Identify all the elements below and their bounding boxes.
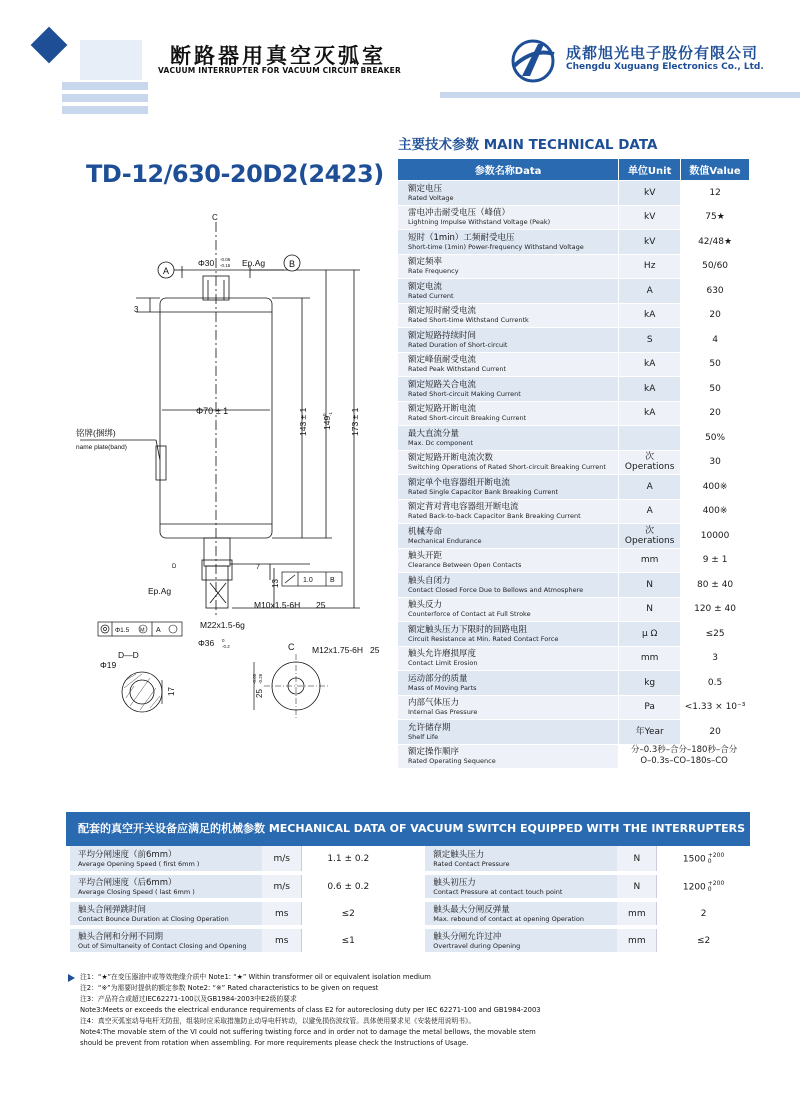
tech-row — [398, 475, 750, 500]
section-dd-label: D—D — [118, 650, 139, 660]
note-line: 注1：“★”在变压器油中或等效绝缘介质中 Note1: “★” Within transformer oil or equivalent isolation medium — [80, 973, 431, 981]
thread-m10-depth: 25 — [316, 600, 326, 610]
tech-unit — [619, 524, 681, 549]
mech-value-main: 2 — [700, 908, 707, 919]
mech-param-cn: 触头初压力 — [433, 877, 476, 888]
tech-row — [398, 401, 750, 426]
tech-unit-main: Pa — [644, 702, 655, 713]
tech-unit-main: mm — [640, 555, 659, 566]
tech-param-cn: 最大直流分量 — [408, 428, 460, 439]
tech-param-cn: 允许储存期 — [408, 722, 451, 733]
position-ref-a: A — [156, 627, 161, 634]
thread-m12: M12x1.75-6H — [312, 645, 364, 655]
tech-param-en: Rated Current — [408, 291, 454, 300]
tech-row — [398, 450, 750, 475]
tech-param-cn: 额定电压 — [408, 183, 443, 194]
technical-drawing — [70, 208, 390, 728]
tech-param — [398, 426, 619, 451]
tech-value: 120 ± 40 — [681, 597, 750, 622]
tech-param — [398, 573, 619, 598]
tech-param-en: Mechanical Endurance — [408, 536, 482, 545]
header-decoration — [62, 36, 148, 116]
tech-unit-main: N — [646, 604, 654, 615]
tech-param-en: Contact Limit Erosion — [408, 659, 478, 668]
mech-param-en: Out of Simultaneity of Contact Closing and Opening — [78, 941, 247, 950]
tech-param — [398, 622, 619, 647]
tech-row — [398, 181, 750, 206]
mech-param-en: Contact Pressure at contact touch point — [433, 887, 563, 896]
tech-param-cn: 额定电流 — [408, 281, 443, 292]
tech-param-cn: 额定单个电容器组开断电流 — [408, 477, 511, 488]
dim-25-tol-up: -0.05 — [252, 673, 257, 684]
ep-ag-top: Ep.Ag — [242, 258, 266, 268]
tech-row — [398, 622, 750, 647]
tech-header-unit: 单位Unit — [619, 159, 681, 181]
mech-value-tolerance — [708, 881, 724, 893]
tech-header-value: 数值Value — [681, 159, 750, 181]
tech-row — [398, 328, 750, 353]
page-title-en: VACUUM INTERRUPTER FOR VACUUM CIRCUIT BREAKER — [158, 66, 401, 75]
nameplate-label-en: name plate(band) — [76, 444, 127, 451]
thread-m10: M10x1.5-6H — [254, 600, 301, 610]
tech-value: 80 ± 40 — [681, 573, 750, 598]
tech-value: 400※ — [681, 475, 750, 500]
tech-unit — [619, 475, 681, 500]
mech-gap — [395, 873, 426, 900]
tech-param — [398, 181, 619, 206]
section-d-label: D — [172, 564, 177, 570]
thread-m12-depth: 25 — [370, 645, 380, 655]
mech-data-table — [70, 846, 750, 956]
tech-unit — [619, 622, 681, 647]
mech-tol-up: +200 — [707, 851, 725, 859]
mech-value-main: 1200 — [682, 882, 706, 892]
tech-header-data: 参数名称Data — [398, 159, 619, 181]
mech-unit-left: ms — [262, 927, 301, 954]
dim-25-tol-dn: -0.26 — [258, 673, 263, 684]
tech-param-en: Internal Gas Pressure — [408, 708, 478, 717]
dim-149-tol-up: 0 — [322, 413, 327, 416]
tech-row — [398, 254, 750, 279]
mech-unit-right: N — [617, 846, 656, 873]
tech-value: 4 — [681, 328, 750, 353]
tech-unit-main: N — [646, 579, 654, 590]
dim-phi36-tol-dn: -0.2 — [222, 644, 230, 649]
tech-param — [398, 377, 619, 402]
mech-param-en: Contact Bounce Duration at Closing Operation — [78, 914, 229, 923]
tech-row — [398, 671, 750, 696]
tech-value: 0.5 — [681, 671, 750, 696]
tech-value: 20 — [681, 401, 750, 426]
tech-param-en: Rated Voltage — [408, 193, 454, 202]
tech-unit — [619, 573, 681, 598]
note-line: Note4:The movable stem of the VI could not suffering twisting force and in order not to damage the metal bellows, the movable stem — [80, 1028, 536, 1036]
tech-param — [398, 720, 619, 745]
tech-value: 75★ — [681, 205, 750, 230]
tech-value: <1.33 × 10⁻³ — [681, 695, 750, 720]
mech-value-right — [657, 927, 750, 954]
tech-value: 400※ — [681, 499, 750, 524]
tech-row — [398, 597, 750, 622]
tech-param — [398, 328, 619, 353]
mech-value-main: 1500 — [682, 854, 706, 864]
mech-param-right — [425, 873, 617, 900]
mech-param-cn: 触头合闸和分闸不同期 — [78, 931, 164, 942]
mech-unit-right: N — [617, 873, 656, 900]
tech-param — [398, 475, 619, 500]
mech-param-en: Rated Contact Pressure — [433, 859, 510, 868]
tech-param-en: Rated Single Capacitor Bank Breaking Current — [408, 487, 559, 496]
nameplate-band — [156, 446, 166, 480]
mech-param-cn: 触头分闸允许过冲 — [433, 931, 502, 942]
tech-value: 20 — [681, 720, 750, 745]
tech-unit — [619, 279, 681, 304]
mech-param-en: Overtravel during Opening — [433, 941, 521, 950]
tech-param-en: Shelf Life — [408, 732, 439, 741]
tech-param-en: Rated Back-to-back Capacitor Bank Breaking Current — [408, 512, 581, 521]
tech-param-cn: 额定短路关合电流 — [408, 379, 477, 390]
tech-unit-main: 次 — [645, 452, 655, 463]
tech-unit — [619, 205, 681, 230]
tech-row — [398, 426, 750, 451]
flatness-value: 1.0 — [303, 577, 313, 584]
dim-17: 17 — [167, 687, 176, 696]
position-ref-m: M — [140, 627, 145, 634]
tech-row — [398, 230, 750, 255]
mech-value-right — [657, 900, 750, 927]
tech-param-cn: 额定频率 — [408, 257, 443, 268]
tech-value: 50/60 — [681, 254, 750, 279]
nameplate-label-cn: 铭牌(捆绑) — [76, 428, 116, 438]
tech-param-cn: 额定背对背电容器组开断电流 — [408, 502, 519, 513]
tech-value: 12 — [681, 181, 750, 206]
tech-param-en: Rated Short-time Withstand Currentk — [408, 316, 529, 325]
tech-row — [398, 205, 750, 230]
mech-data-title: 配套的真空开关设备应满足的机械参数 MECHANICAL DATA OF VACUUM SWITCH EQUIPPED WITH THE INTERRUPTERS — [66, 812, 750, 846]
mech-param-en: Average Opening Speed ( first 6mm ) — [78, 859, 200, 868]
tech-param-en: Circuit Resistance at Min. Rated Contact Force — [408, 634, 559, 643]
tech-row — [398, 573, 750, 598]
tech-param — [398, 230, 619, 255]
tech-unit-main: mm — [640, 653, 659, 664]
flatness-ref: B — [330, 577, 335, 584]
tech-unit — [619, 254, 681, 279]
mech-gap — [395, 927, 426, 954]
mech-value-left: 1.1 ± 0.2 — [302, 846, 395, 873]
tech-param-cn: 额定短时耐受电流 — [408, 306, 477, 317]
dim-phi36: Φ36 — [198, 638, 215, 648]
mech-param-left — [70, 873, 262, 900]
sequence-en: O–0.3s–CO–180s–CO — [640, 756, 728, 767]
tech-param-en: Mass of Moving Parts — [408, 683, 477, 692]
mech-gap — [395, 900, 426, 927]
mech-row — [70, 927, 750, 954]
mech-value-left: ≤1 — [302, 927, 395, 954]
tech-param-en: Max. Dc component — [408, 438, 473, 447]
tech-param-cn: 触头反力 — [408, 600, 443, 611]
tech-unit-main: A — [646, 285, 653, 296]
bottom-guide — [204, 538, 230, 566]
dim-phi30: Φ30 — [198, 258, 215, 268]
mech-value-left: ≤2 — [302, 900, 395, 927]
datum-a-label: A — [163, 266, 170, 276]
tech-value: 10000 — [681, 524, 750, 549]
tech-unit — [619, 450, 681, 475]
tech-param — [398, 597, 619, 622]
tech-unit-sub: Operations — [624, 462, 675, 473]
mech-param-cn: 触头最大分闸反弹量 — [433, 904, 510, 915]
tech-param-cn: 内部气体压力 — [408, 698, 460, 709]
model-number: TD-12/630-20D2(2423) — [86, 160, 384, 188]
dim-143: 143 ± 1 — [298, 407, 308, 436]
tech-row — [398, 720, 750, 745]
tech-unit — [619, 401, 681, 426]
tech-unit-main: kV — [643, 187, 656, 198]
tech-unit — [619, 646, 681, 671]
tech-param-en: Rated Short-circuit Making Current — [408, 389, 521, 398]
tech-unit — [619, 303, 681, 328]
dim-phi70: Φ70 ± 1 — [196, 406, 229, 416]
tech-param-cn: 额定峰值耐受电流 — [408, 355, 477, 366]
tech-unit — [619, 695, 681, 720]
tech-row-sequence — [398, 744, 750, 769]
tech-value: 50 — [681, 377, 750, 402]
mech-param-right — [425, 846, 617, 873]
mech-param-left — [70, 846, 262, 873]
tech-unit — [619, 352, 681, 377]
tech-value: ≤25 — [681, 622, 750, 647]
tech-unit — [619, 377, 681, 402]
note-line: Note3:Meets or exceeds the electrical endurance requirements of class E2 for autoreclosing duty per IEC 62271-100 and GB1984-2003 — [80, 1006, 541, 1014]
mech-value-right — [657, 846, 750, 873]
mech-tol-up: +200 — [707, 879, 725, 887]
mech-row — [70, 873, 750, 900]
mech-unit-left: m/s — [262, 846, 301, 873]
mech-unit-right: mm — [617, 900, 656, 927]
company-name-en: Chengdu Xuguang Electronics Co., Ltd. — [566, 62, 764, 72]
note-line: 注4：真空灭弧室动导电杆无防扭，组装时应采取措施防止动导电杆转动，以避免损伤波纹管。具体使用要求见《安装使用说明书》。 — [80, 1017, 476, 1025]
ep-ag-bottom: Ep.Ag — [148, 586, 172, 596]
tech-value: 630 — [681, 279, 750, 304]
tech-unit — [619, 426, 681, 451]
mech-unit-left: ms — [262, 900, 301, 927]
tech-value: 30 — [681, 450, 750, 475]
tech-param — [398, 524, 619, 549]
tech-data-title: 主要技术参数 MAIN TECHNICAL DATA — [398, 137, 658, 153]
tech-value: 50 — [681, 352, 750, 377]
tech-param — [398, 352, 619, 377]
tech-unit — [619, 720, 681, 745]
tech-param-en: Rated Operating Sequence — [408, 757, 496, 766]
tech-unit-main: kA — [643, 359, 656, 370]
tech-param-en: Rated Peak Withstand Current — [408, 365, 506, 374]
tech-row — [398, 499, 750, 524]
dim-25: 25 — [255, 689, 264, 698]
tech-row — [398, 646, 750, 671]
tech-param-cn: 额定操作顺序 — [408, 747, 460, 758]
tech-unit — [619, 230, 681, 255]
tech-param — [398, 646, 619, 671]
company-logo-icon — [508, 36, 558, 86]
tech-row — [398, 524, 750, 549]
mech-param-cn: 平均分闸速度（前6mm） — [78, 849, 177, 860]
tech-param-cn: 触头自闭力 — [408, 575, 451, 586]
tech-row — [398, 279, 750, 304]
tech-unit — [619, 328, 681, 353]
tech-row — [398, 377, 750, 402]
mech-param-right — [425, 900, 617, 927]
mech-param-left — [70, 900, 262, 927]
mech-value-right — [657, 873, 750, 900]
tech-param — [398, 279, 619, 304]
note-line: 注2：“※”为需要时提供的额定参数 Note2: “※” Rated characteristics to be given on request — [80, 984, 379, 992]
dd-section-outer — [122, 672, 162, 712]
mech-unit-right: mm — [617, 927, 656, 954]
mech-unit-left: m/s — [262, 873, 301, 900]
tech-param — [398, 303, 619, 328]
mech-param-right — [425, 927, 617, 954]
tech-param — [398, 671, 619, 696]
mech-value-tolerance — [708, 853, 724, 865]
tech-value: 50% — [681, 426, 750, 451]
tech-row — [398, 548, 750, 573]
tech-unit — [619, 597, 681, 622]
tech-param-cn: 雷电冲击耐受电压（峰值） — [408, 208, 511, 219]
tech-unit — [619, 548, 681, 573]
dim-phi19: Φ19 — [100, 660, 117, 670]
tech-data-table — [397, 158, 750, 769]
section-c-label: C — [212, 213, 218, 222]
tech-unit-main: μ Ω — [641, 628, 658, 639]
mech-param-left — [70, 927, 262, 954]
tech-row — [398, 303, 750, 328]
thread-m22: M22x1.5-6g — [200, 620, 245, 630]
tech-param-cn: 短时（1min）工频耐受电压 — [408, 232, 515, 243]
mech-param-cn: 额定触头压力 — [433, 849, 485, 860]
tech-param-en: Counterforce of Contact at Full Stroke — [408, 610, 531, 619]
mech-row — [70, 900, 750, 927]
mech-param-cn: 触头合闸弹跳时间 — [78, 904, 147, 915]
dim-phi36-tol-up: 0 — [222, 638, 225, 643]
tech-param-cn: 额定触头压力下限时的回路电阻 — [408, 624, 528, 635]
tech-param-en: Rate Frequency — [408, 267, 459, 276]
tech-param-en: Contact Closed Force Due to Bellows and Atmosphere — [408, 585, 584, 594]
tech-unit — [619, 499, 681, 524]
tech-param — [398, 401, 619, 426]
mech-value-main: ≤2 — [696, 935, 711, 946]
tech-value: 20 — [681, 303, 750, 328]
tech-param-cn: 触头开距 — [408, 551, 443, 562]
position-tolerance: Φ1.5 — [115, 627, 130, 634]
note-line: should be prevent from rotation when assembling. For more requirements please check the Instructions of Usage. — [80, 1039, 469, 1047]
mech-param-en: Max. rebound of contact at opening Operation — [433, 914, 584, 923]
dim-149-tol-dn: -1 — [328, 411, 333, 416]
tech-param — [398, 548, 619, 573]
page-title-cn: 断路器用真空灭弧室 — [170, 44, 386, 68]
tech-param-en: Rated Short-circuit Breaking Current — [408, 414, 527, 423]
tech-value: 3 — [681, 646, 750, 671]
mech-row — [70, 846, 750, 873]
company-name-cn: 成都旭光电子股份有限公司 — [566, 44, 759, 62]
mech-value-left: 0.6 ± 0.2 — [302, 873, 395, 900]
tech-unit-sub: Operations — [624, 535, 675, 546]
dim-149: 149 — [322, 415, 332, 430]
tech-param — [398, 254, 619, 279]
dim-phi30-tol-dn: -0.15 — [220, 263, 231, 268]
view-c-label: C — [288, 642, 295, 652]
tech-param-cn: 机械寿命 — [408, 526, 443, 537]
tech-param — [398, 205, 619, 230]
tech-param-cn: 额定短路持续时间 — [408, 330, 477, 341]
datum-b-label: B — [289, 259, 296, 269]
tech-param-cn: 运动部分的质量 — [408, 673, 468, 684]
sequence-cn: 分–0.3秒–合分–180秒–合分 — [630, 745, 738, 756]
tech-unit-main: kg — [644, 677, 656, 688]
tech-param-en: Short-time (1min) Power-frequency Withstand Voltage — [408, 242, 584, 251]
mech-gap — [395, 846, 426, 873]
tech-row — [398, 352, 750, 377]
header-rule — [440, 92, 800, 98]
dim-13: 13 — [271, 579, 280, 588]
tech-param — [398, 744, 619, 769]
tech-param — [398, 450, 619, 475]
mech-param-en: Average Closing Speed ( last 6mm ) — [78, 887, 195, 896]
tech-row — [398, 695, 750, 720]
tech-sequence-value — [619, 744, 750, 769]
dim-phi30-tol-up: -0.06 — [220, 257, 231, 262]
tech-param-en: Switching Operations of Rated Short-circuit Breaking Current — [408, 463, 606, 472]
tech-param-en: Rated Duration of Short-circuit — [408, 340, 508, 349]
mech-param-cn: 平均合闸速度（后6mm） — [78, 877, 177, 888]
tech-unit-main: kV — [643, 236, 656, 247]
tech-param — [398, 499, 619, 524]
dim-173: 173 ± 1 — [350, 407, 360, 436]
dim-7: 7 — [256, 564, 260, 571]
tech-param-cn: 额定短路开断电流次数 — [408, 453, 494, 464]
tech-unit-main: S — [646, 334, 653, 345]
tech-unit-main: A — [646, 506, 653, 517]
tech-unit — [619, 671, 681, 696]
tech-unit-main: kA — [643, 408, 656, 419]
notes — [68, 972, 768, 1049]
tech-param-en: Lightning Impulse Withstand Voltage (Peak) — [408, 218, 551, 227]
tech-unit-main: kA — [643, 310, 656, 321]
tech-unit-main: Hz — [643, 261, 656, 272]
tech-value: 9 ± 1 — [681, 548, 750, 573]
mech-tol-dn: 0 — [707, 885, 712, 893]
tech-unit-main: 次 — [645, 525, 655, 536]
tech-unit — [619, 181, 681, 206]
tech-param-cn: 触头允许磨损厚度 — [408, 649, 477, 660]
tech-unit-main: 年Year — [635, 726, 664, 737]
tech-param — [398, 695, 619, 720]
tech-unit-main: kV — [643, 212, 656, 223]
mech-tol-dn: 0 — [707, 857, 712, 865]
note-line: 注3：产品符合或超过IEC62271-100以及GB1984-2003中E2级的要求 — [80, 995, 297, 1003]
notes-marker-icon — [68, 974, 75, 982]
tech-param-en: Clearance Between Open Contacts — [408, 561, 522, 570]
dim-3: 3 — [134, 305, 139, 314]
tech-value: 42/48★ — [681, 230, 750, 255]
tech-unit-main: A — [646, 481, 653, 492]
tech-unit-main: kA — [643, 383, 656, 394]
tech-param-cn: 额定短路开断电流 — [408, 404, 477, 415]
